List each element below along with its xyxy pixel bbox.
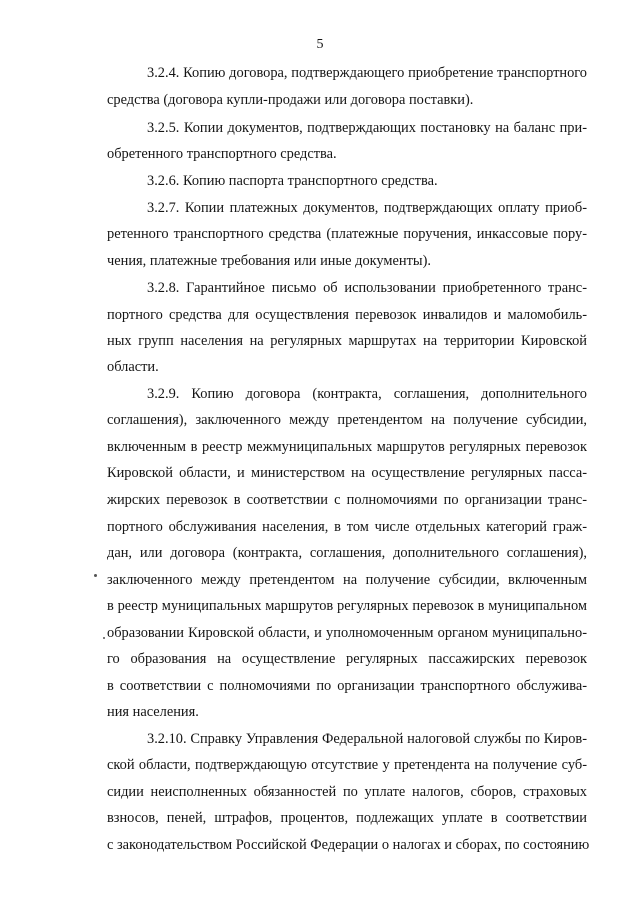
paragraph-3-2-9-line-9: в реестр муниципальных маршрутов регулярных перевозок в муниципальном (107, 598, 587, 614)
paragraph-3-2-9-line-4: Кировской области, и министерством на осуществление регулярных пасса- (107, 465, 587, 481)
paragraph-3-2-7-line-2: ретенного транспортного средства (платежные поручения, инкассовые пору- (107, 226, 587, 242)
paragraph-3-2-10-line-5: с законодательством Российской Федерации о налогах и сборах, по состоянию (107, 837, 590, 853)
paragraph-3-2-7-line-3: чения, платежные требования или иные документы). (107, 253, 431, 269)
paragraph-3-2-10-line-4: взносов, пеней, штрафов, процентов, подлежащих уплате в соответствии (107, 810, 587, 826)
paragraph-3-2-8-line-1: 3.2.8. Гарантийное письмо об использовании приобретенного транс- (147, 280, 587, 296)
paragraph-3-2-9-line-3: включенным в реестр межмуниципальных маршрутов регулярных перевозок (107, 439, 587, 455)
paragraph-3-2-9-line-7: дан, или договора (контракта, соглашения, дополнительного соглашения), (107, 545, 587, 561)
paragraph-3-2-9-line-6: портного обслуживания населения, в том числе отдельных категорий граж- (107, 519, 587, 535)
paragraph-3-2-9-line-2: соглашения), заключенного между претендентом на получение субсидии, (107, 412, 587, 428)
paragraph-3-2-9-line-8: заключенного между претендентом на получение субсидии, включенным (107, 572, 587, 588)
paragraph-3-2-10-line-3: сидии неисполненных обязанностей по уплате налогов, сборов, страховых (107, 784, 587, 800)
page-number: 5 (316, 37, 324, 52)
scan-speck (94, 574, 97, 577)
paragraph-3-2-10-line-2: ской области, подтверждающую отсутствие у претендента на получение суб- (107, 757, 587, 773)
paragraph-3-2-8-line-4: области. (107, 359, 159, 375)
paragraph-3-2-9-line-11: го образования на осуществление регулярных пассажирских перевозок (107, 651, 587, 667)
paragraph-3-2-7-line-1: 3.2.7. Копии платежных документов, подтверждающих оплату приоб- (147, 200, 587, 216)
paragraph-3-2-4-line-2: средства (договора купли-продажи или договора поставки). (107, 92, 474, 108)
paragraph-3-2-8-line-3: ных групп населения на регулярных маршрутах на территории Кировской (107, 333, 587, 349)
paragraph-3-2-5-line-2: обретенного транспортного средства. (107, 146, 337, 162)
paragraph-3-2-10-line-1: 3.2.10. Справку Управления Федеральной налоговой службы по Киров- (147, 731, 587, 747)
paragraph-3-2-4-line-1: 3.2.4. Копию договора, подтверждающего приобретение транспортного (147, 65, 587, 81)
paragraph-3-2-9-line-5: жирских перевозок в соответствии с полномочиями по организации транс- (107, 492, 587, 508)
scan-speck (103, 637, 105, 639)
paragraph-3-2-9-line-13: ния населения. (107, 704, 199, 720)
paragraph-3-2-9-line-12: в соответствии с полномочиями по организации транспортного обслужива- (107, 678, 587, 694)
paragraph-3-2-6-line-1: 3.2.6. Копию паспорта транспортного средства. (147, 173, 438, 189)
paragraph-3-2-9-line-10: образовании Кировской области, и уполномоченным органом муниципально- (107, 625, 587, 641)
paragraph-3-2-5-line-1: 3.2.5. Копии документов, подтверждающих постановку на баланс при- (147, 120, 587, 136)
paragraph-3-2-9-line-1: 3.2.9. Копию договора (контракта, соглашения, дополнительного (147, 386, 587, 402)
paragraph-3-2-8-line-2: портного средства для осуществления перевозок инвалидов и маломобиль- (107, 307, 587, 323)
